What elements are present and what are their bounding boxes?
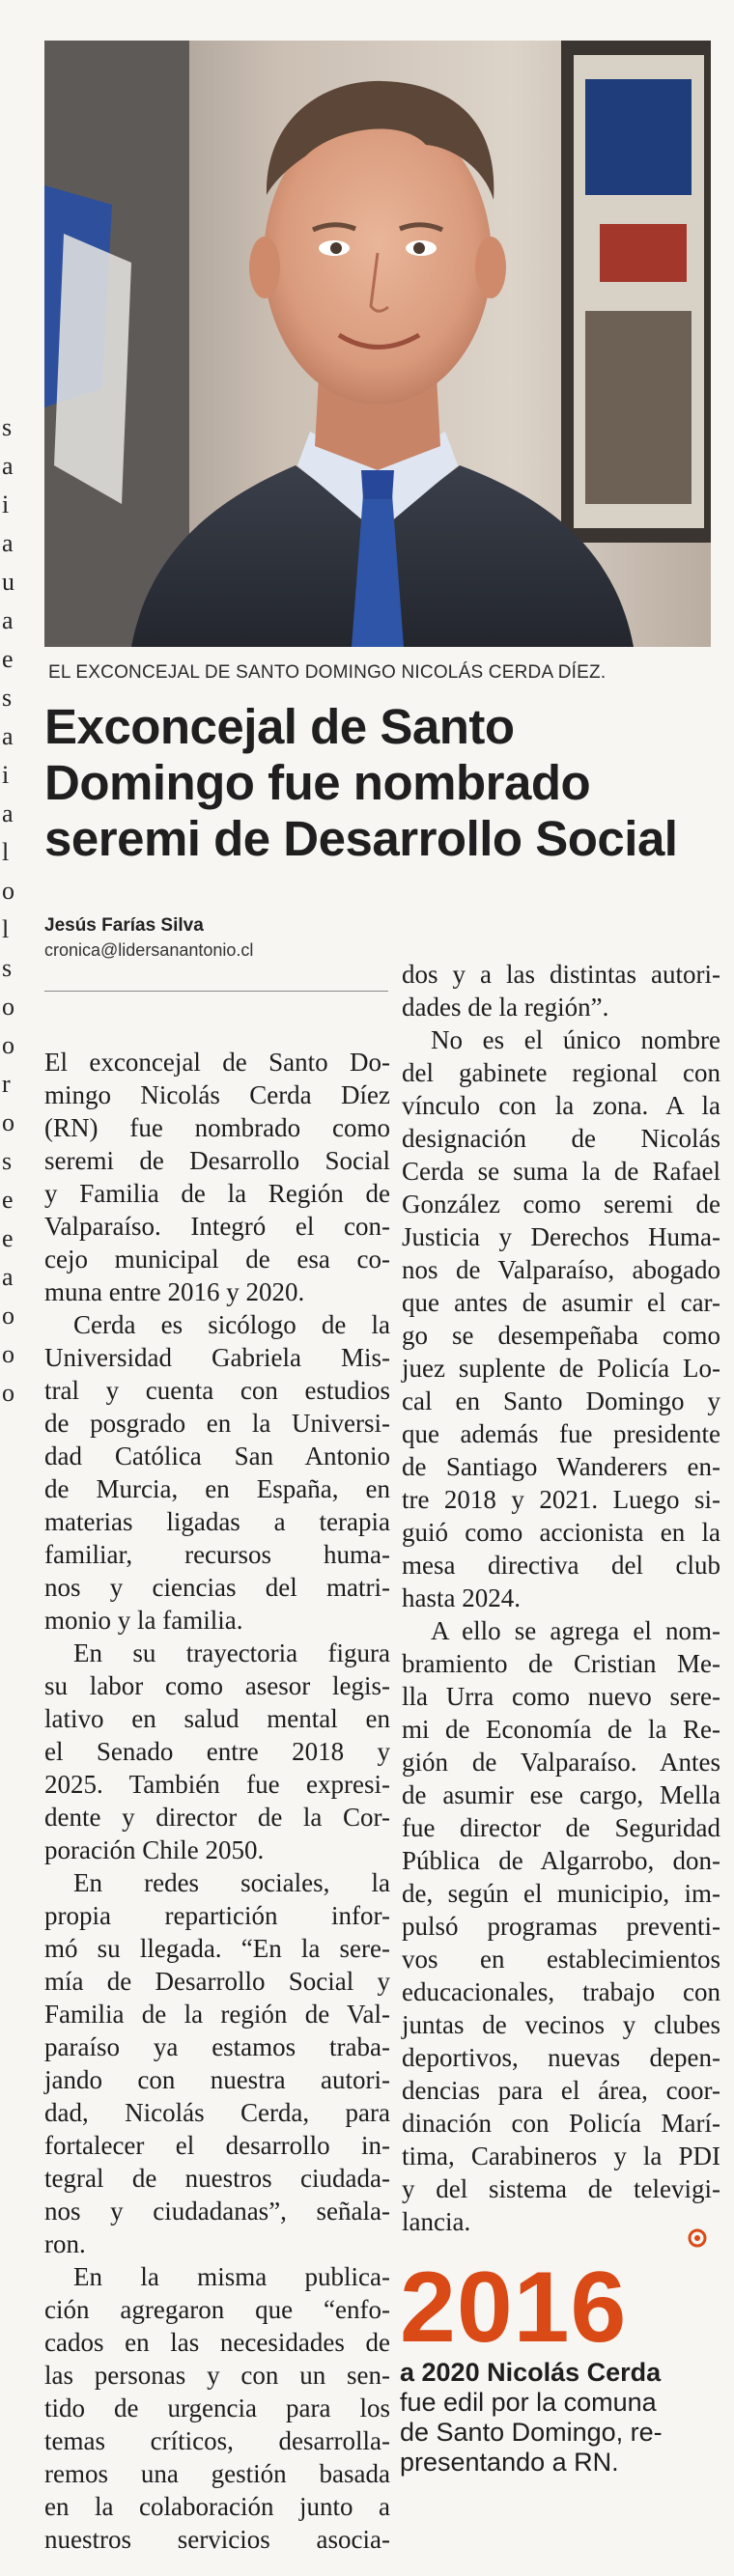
fact-year: 2016 (400, 2252, 628, 2364)
body-text-line: de asumir ese cargo, Mella (402, 1780, 720, 1809)
body-text-line: cados en las necesidades de (44, 2328, 390, 2357)
clipped-letter: o (2, 1340, 14, 1368)
body-text-line: bramiento de Cristian Me- (402, 1649, 720, 1678)
body-text-line: lla Urra como nuevo sere- (402, 1682, 720, 1711)
body-text-line: ción agregaron que “enfo- (44, 2295, 390, 2324)
body-text-line: y Familia de la Región de (44, 1179, 390, 1208)
body-text-line: Cerda se suma la de Rafael (402, 1157, 720, 1186)
body-text-line: tral y cuenta con estudios (44, 1376, 390, 1405)
body-text-line: fue director de Seguridad (402, 1813, 720, 1842)
body-text-line: dad Católica San Antonio (44, 1442, 390, 1470)
byline (44, 915, 392, 961)
body-text-line: nos y ciencias del matri- (44, 1573, 390, 1602)
body-text-line: dencias para el área, coor- (402, 2076, 720, 2105)
body-text-line: hasta 2024. (402, 1583, 521, 1612)
body-text-line: paraíso ya estamos traba- (44, 2032, 390, 2061)
headline-line: Exconcejal de Santo (44, 699, 515, 754)
body-text-line: dente y director de la Cor- (44, 1803, 390, 1832)
clipped-letter: e (2, 645, 14, 673)
body-text-line: en la colaboración junto a (44, 2492, 390, 2521)
body-text-line: del gabinete regional con (402, 1058, 720, 1087)
clipped-adjacent-column (0, 0, 17, 2576)
body-text-line: de Santiago Wanderers en- (402, 1452, 720, 1481)
clipped-letter: s (2, 1147, 13, 1175)
body-text-line: mingo Nicolás Cerda Díez (44, 1080, 390, 1109)
body-text-line: poración Chile 2050. (44, 1835, 265, 1864)
clipped-letter: o (2, 993, 14, 1021)
body-text-line: gión de Valparaíso. Antes (402, 1748, 720, 1777)
clipped-letter: o (2, 1108, 14, 1136)
body-text-line: tido de urgencia para los (44, 2394, 390, 2422)
body-text-line: mi de Economía de la Re- (402, 1715, 720, 1744)
body-text-line: lativo en salud mental en (44, 1704, 390, 1733)
body-text-line: dad, Nicolás Cerda, para (44, 2098, 390, 2127)
body-text-line: designación de Nicolás (402, 1124, 720, 1153)
body-text-line: el Senado entre 2018 y (44, 1737, 390, 1766)
body-text-line: su labor como asesor legis- (44, 1671, 390, 1700)
body-text-line: dinación con Policía Marí- (402, 2109, 720, 2138)
body-text-line: dos y a las distintas autori- (402, 960, 720, 989)
fact-text-line (400, 2358, 719, 2388)
clipped-letter: a (2, 606, 14, 634)
body-text-line: materias ligadas a terapia (44, 1507, 390, 1536)
clipped-letter: s (2, 413, 13, 441)
body-text-line: Justicia y Derechos Huma- (402, 1222, 720, 1251)
article-photo (44, 41, 711, 647)
body-text-line: juez suplente de Policía Lo- (402, 1354, 720, 1383)
clipped-letter: o (2, 1031, 14, 1059)
clipped-letter: l (2, 838, 10, 866)
body-text-line: jando con nuestra autori- (44, 2065, 390, 2094)
fact-text-line: de Santo Domingo, re- (400, 2418, 663, 2447)
body-text-line: de posgrado en la Universi- (44, 1409, 390, 1438)
article-body-right-column (402, 958, 720, 2238)
body-text-line: Universidad Gabriela Mis- (44, 1343, 390, 1372)
clipped-letter: u (2, 568, 14, 596)
body-text-line: que antes de asumir el car- (402, 1288, 720, 1317)
clipped-letter: i (2, 761, 10, 789)
body-text-line: go se desempeñaba como (402, 1321, 720, 1350)
clipped-letter: a (2, 529, 14, 557)
body-text-line: mesa directiva del club (402, 1551, 720, 1580)
body-text-line: El exconcejal de Santo Do- (44, 1048, 390, 1077)
clipped-letter: o (2, 877, 14, 905)
clipped-letter: s (2, 954, 13, 982)
clipped-letter: o (2, 1379, 14, 1407)
body-text-line: las personas y con un sen- (44, 2361, 390, 2390)
byline-divider (44, 991, 388, 992)
body-text-line: de, según el municipio, im- (402, 1879, 720, 1908)
clipped-letter: s (2, 684, 13, 712)
body-text-line: seremi de Desarrollo Social (44, 1146, 390, 1175)
body-text-line: fortalecer el desarrollo in- (44, 2131, 390, 2160)
body-text-line: monio y la familia. (44, 1606, 243, 1635)
body-text-line: Valparaíso. Integró el con- (44, 1212, 390, 1241)
clipped-letter: o (2, 1302, 14, 1330)
author-name: Jesús Farías Silva (44, 915, 204, 936)
headline-line: Domingo fue nombrado (44, 755, 591, 810)
body-text-line: vínculo con la zona. A la (402, 1091, 720, 1120)
fact-text-line: fue edil por la comuna (400, 2388, 657, 2417)
body-text-line: tima, Carabineros y la PDI (402, 2142, 720, 2170)
clipped-letter: l (2, 915, 10, 943)
body-text-line: que además fue presidente (402, 1419, 720, 1448)
body-text-line: 2025. También fue expresi- (44, 1770, 390, 1799)
body-text-line: cal en Santo Domingo y (402, 1386, 720, 1415)
body-text-line: lancia. (402, 2207, 471, 2236)
body-text-line: Familia de la región de Val- (44, 2000, 390, 2029)
body-text-line: En su trayectoria figura (73, 1638, 390, 1667)
body-text-line: deportivos, nuevas depen- (402, 2043, 720, 2072)
body-text-line: En redes sociales, la (73, 1868, 390, 1897)
clipped-letter: a (2, 799, 14, 827)
article-headline (44, 699, 720, 867)
body-text-line: No es el único nombre (431, 1025, 720, 1054)
headline-line: seremi de Desarrollo Social (44, 811, 678, 866)
author-email: cronica@lidersanantonio.cl (44, 940, 254, 960)
fact-text-bold: a 2020 Nicolás Cerda (400, 2358, 662, 2387)
body-text-line: muna entre 2016 y 2020. (44, 1277, 305, 1306)
fact-box (400, 2252, 719, 2576)
clipped-letter: r (2, 1070, 11, 1098)
body-text-line: cejo municipal de esa co- (44, 1245, 390, 1274)
body-text-line: remos una gestión basada (44, 2459, 390, 2488)
body-text-line: educacionales, trabajo con (402, 1977, 720, 2006)
body-text-line: tre 2018 y 2021. Luego si- (402, 1485, 720, 1514)
body-text-line: nuestros servicios asocia- (44, 2525, 390, 2554)
body-text-line: familiar, recursos huma- (44, 1540, 390, 1569)
fact-text-line: presentando a RN. (400, 2448, 619, 2477)
article-body-left-column (44, 1046, 390, 2556)
clipped-letter: a (2, 722, 14, 750)
body-text-line: A ello se agrega el nom- (431, 1616, 720, 1645)
body-text-line: mó su llegada. “En la sere- (44, 1934, 390, 1963)
body-text-line: En la misma publica- (73, 2262, 390, 2291)
clipped-letter: e (2, 1186, 14, 1214)
body-text-line: de Murcia, en España, en (44, 1474, 390, 1503)
body-text-line: propia repartición infor- (44, 1901, 390, 1930)
body-text-line: guió como accionista en la (402, 1518, 720, 1547)
clipped-letter: a (2, 1263, 14, 1291)
body-text-line: dades de la región”. (402, 993, 609, 1022)
body-text-line: nos y ciudadanas”, señala- (44, 2197, 390, 2226)
body-text-line: tegral de nuestros ciudada- (44, 2164, 390, 2193)
body-text-line: (RN) fue nombrado como (44, 1113, 390, 1142)
body-text-line: González como seremi de (402, 1190, 720, 1218)
body-text-line: y del sistema de televigi- (402, 2174, 720, 2203)
body-text-line: pulsó programas preventi- (402, 1912, 720, 1941)
body-text-line: nos de Valparaíso, abogado (402, 1255, 720, 1284)
body-text-line: vos en establecimientos (402, 1945, 720, 1974)
body-text-line: ron. (44, 2229, 86, 2258)
body-text-line: mía de Desarrollo Social y (44, 1967, 390, 1996)
clipped-letter: i (2, 490, 10, 518)
clipped-letter: e (2, 1224, 14, 1252)
body-text-line: Pública de Algarrobo, don- (402, 1846, 720, 1875)
body-text-line: juntas de vecinos y clubes (402, 2010, 720, 2039)
clipped-letter: a (2, 452, 14, 480)
body-text-line: Cerda es sicólogo de la (73, 1310, 390, 1339)
photo-caption: EL EXCONCEJAL DE SANTO DOMINGO NICOLÁS CERDA DÍEZ. (48, 662, 607, 683)
end-of-article-icon (688, 2228, 707, 2248)
body-text-line: temas críticos, desarrolla- (44, 2426, 390, 2455)
